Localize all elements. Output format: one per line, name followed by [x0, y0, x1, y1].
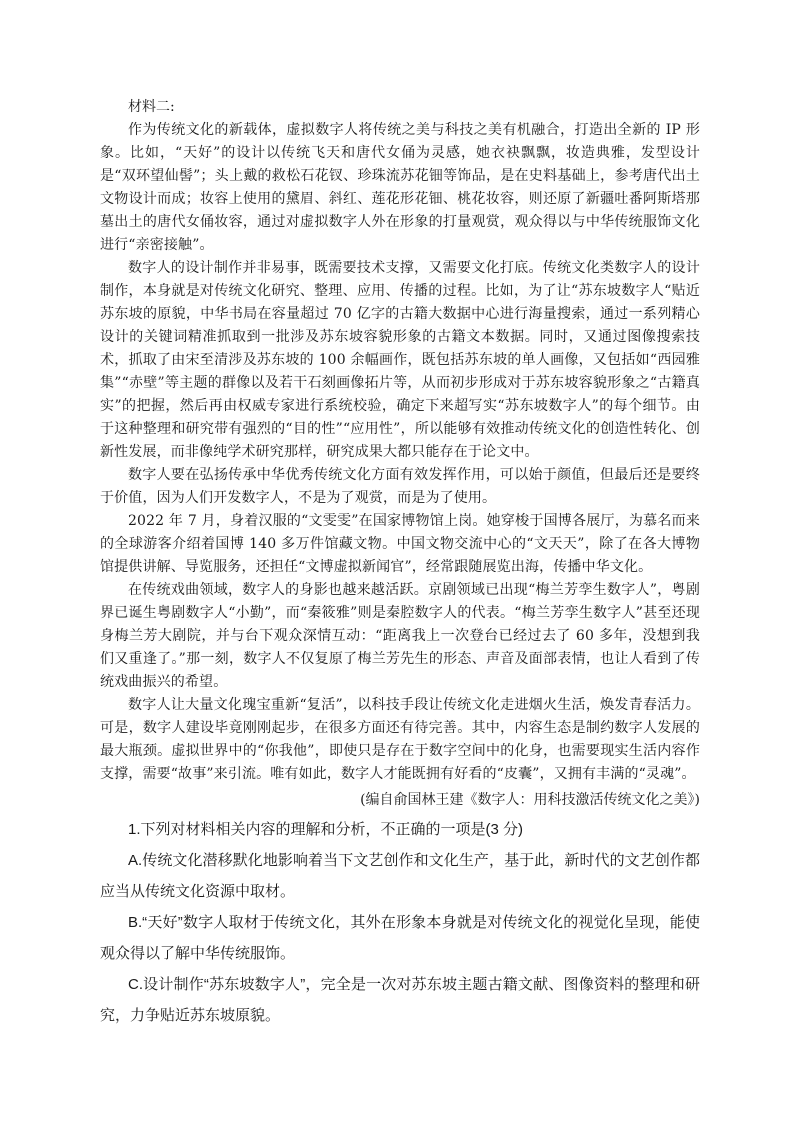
material-paragraph-1: 作为传统文化的新载体，虚拟数字人将传统之美与科技之美有机融合，打造出全新的 IP 形象。比如，“天好”的设计以传统飞天和唐代女俑为灵感，她衣袂飘飘，妆造典雅，发型设计是“双环望仙髻”；头上戴的救松石花钗、珍珠流苏花钿等饰品，是在史料基础上，参考唐代出土文物设计而成；妆容上使用的黛眉、斜红、莲花形花钿、桃花妆容，则还原了新疆吐番阿斯塔那墓出土的唐代女俑妆容，通过对虚拟数字人外在形象的打量观赏，观众得以与中华传统服饰文化进行“亲密接触”。 — [100, 122, 700, 253]
material-paragraph-4: 2022 年 7 月，身着汉服的“文雯雯”在国家博物馆上岗。她穿梭于国博各展厅，为慕名而来的全球游客介绍着国博 140 多万件馆藏文物。中国文物交流中心的“文天天”，除了在各大博物馆提供讲解、导览服务，还担任“文博虚拟新闻官”，经常跟随展览出海，传播中华文化。 — [100, 513, 700, 575]
question-stem: 1.下列对材料相关内容的理解和分析，不正确的一项是(3 分) — [128, 821, 524, 838]
question-option-a: A.传统文化潜移默化地影响着当下文艺创作和文化生产，基于此，新时代的文艺创作都应当从传统文化资源中取材。 — [100, 852, 700, 900]
question-option-b: B.“天好”数字人取材于传统文化，其外在形象本身就是对传统文化的视觉化呈现，能使观众得以了解中华传统服饰。 — [100, 914, 700, 962]
material-heading: 材料二: — [128, 99, 175, 115]
question-option-c: C.设计制作“苏东坡数字人”，完全是一次对苏东坡主题古籍文献、图像资料的整理和研究，力争贴近苏东坡原貌。 — [100, 976, 700, 1024]
material-paragraph-6: 数字人让大量文化瑰宝重新“复活”，以科技手段让传统文化走进烟火生活，焕发青春活力。可是，数字人建设毕竟刚刚起步，在很多方面还有待完善。其中，内容生态是制约数字人发展的最大瓶颈。虚拟世界中的“你我他”，即使只是存在于数字空间中的化身，也需要现实生活内容作支撑，需要“故事”来引流。唯有如此，数字人才能既拥有好看的“皮囊”，又拥有丰满的“灵魂”。 — [100, 697, 700, 782]
material-paragraph-5: 在传统戏曲领域，数字人的身影也越来越活跃。京剧领域已出现“梅兰芳孪生数字人”，粤剧界已诞生粤剧数字人“小勤”，而“秦筱雅”则是秦腔数字人的代表。“梅兰芳孪生数字人”甚至还现身梅兰芳大剧院，并与台下观众深情互动：“距离我上一次登台已经过去了 60 多年，没想到我们又重逢了。”那一刻，数字人不仅复原了梅兰芳先生的形态、声音及面部表情，也让人看到了传统戏曲振兴的希望。 — [100, 582, 700, 690]
material-paragraph-2: 数字人的设计制作并非易事，既需要技术支撑，又需要文化打底。传统文化类数字人的设计制作，本身就是对传统文化研究、整理、应用、传播的过程。比如，为了让“苏东坡数字人“贴近苏东坡的原貌，中华书局在容量超过 70 亿字的古籍大数据中心进行海量搜索，通过一系列精心设计的关键词精准抓取到一批涉及苏东坡容貌形象的古籍文本数据。同时，又通过图像搜索技术，抓取了由宋至清涉及苏东坡的 100 余幅画作，既包括苏东坡的单人画像，又包括如“西园雅集”“赤壁”等主题的群像以及若干石刻画像拓片等，从而初步形成对于苏东坡容貌形象之“古籍真实”的把握，然后再由权威专家进行系统校验，确定下来超写实“苏东坡数字人”的每个细节。由于这种整理和研究带有强烈的“目的性”“应用性”，所以能够有效推动传统文化的创造性转化、创新性发展，而非像纯学术研究那样，研究成果大都只能存在于论文中。 — [100, 260, 700, 460]
exam-page — [100, 96, 700, 1031]
material-source: (编自俞国林王建《数字人：用科技激活传统文化之美》) — [360, 792, 700, 808]
material-paragraph-3: 数字人要在弘扬传承中华优秀传统文化方面有效发挥作用，可以始于颜值，但最后还是要终于价值，因为人们开发数字人，不是为了观赏，而是为了使用。 — [100, 467, 700, 506]
